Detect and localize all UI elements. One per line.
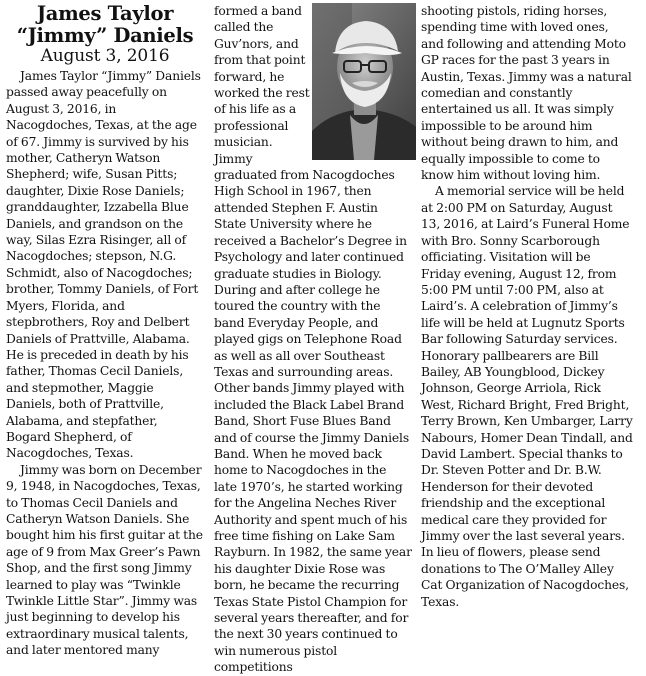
title-line-1: James Taylor bbox=[36, 2, 174, 25]
obituary-header bbox=[6, 3, 204, 66]
paragraph-career: formed a band called the Guv’nors, and from that point forward, he worked the rest of his life as a professional musician. Jimmy graduated from Nacogdoches High School in 1967, then attended Stephen F. Austin State University where he received a Bachelor’s Degree in Psychology and later continued graduate studies in Biology. During and after college he toured the country with the band Everyday People, and played gigs on Telephone Road as well as all over Southeast Texas and surrounding areas. Other bands Jimmy played with included the Black Label Brand Band, Short Fuse Blues Band and of course the Jimmy Daniels Band. When he moved back home to Nacogdoches in the late 1970’s, he started working for the Angelina Neches River Authority and spent much of his free time fishing on Lake Sam Rayburn. In 1982, the same year his daughter Dixie Rose was born, he became the recurring Texas State Pistol Champion for several years thereafter, and for the next 30 years continued to win numerous pistol competitions bbox=[214, 4, 412, 675]
column-3 bbox=[421, 3, 633, 610]
column-1 bbox=[6, 3, 204, 659]
portrait-photo-icon bbox=[312, 3, 416, 160]
paragraph-survivors: James Taylor “Jimmy” Daniels passed away peacefully on August 3, 2016, in Nacogdoches, Texas, at the age of 67. Jimmy is survived by his mother, Catheryn Watson Shepherd; wife, Susan Pitts; daughter, Dixie Rose Daniels; granddaughter, Izzabella Blue Daniels, and grandson on the way, Silas Ezra Risinger, all of Nacogdoches; stepson, N.G. Schmidt, also of Nacogdoches; brother, Tommy Daniels, of Fort Myers, Florida, and stepbrothers, Roy and Delbert Daniels of Prattville, Alabama. He is preceded in death by his father, Thomas Cecil Daniels, and stepmother, Maggie Daniels, both of Prattville, Alabama, and stepfather, Bogard Shepherd, of Nacogdoches, Texas. bbox=[6, 69, 201, 461]
column-2 bbox=[214, 3, 412, 676]
paragraph-hobbies: shooting pistols, riding horses, spending time with loved ones, and following and attending Moto GP races for the past 3 years in Austin, Texas. Jimmy was a natural comedian and constantly entertained us all. It was simply impossible to be around him without being drawn to him, and equally impossible to come to know him without loving him. bbox=[421, 4, 632, 183]
obituary-date: August 3, 2016 bbox=[40, 46, 170, 66]
paragraph-early-life: Jimmy was born on December 9, 1948, in Nacogdoches, Texas, to Thomas Cecil Daniels and Catheryn Watson Daniels. She bought him his first guitar at the age of 9 from Max Greer’s Pawn Shop, and the first song Jimmy learned to play was “Twinkle Twinkle Little Star”. Jimmy was just beginning to develop his extraordinary musical talents, and later mentored many bbox=[6, 462, 203, 658]
title-line-2: “Jimmy” Daniels bbox=[16, 24, 194, 47]
paragraph-services: A memorial service will be held at 2:00 PM on Saturday, August 13, 2016, at Laird’s Funeral Home with Bro. Sonny Scarborough officiating. Visitation will be Friday evening, August 12, from 5:00 PM until 7:00 PM, also at Laird’s. A celebration of Jimmy’s life will be held at Lugnutz Sports Bar following Saturday services. Honorary pallbearers are Bill Bailey, AB Youngblood, Dickey Johnson, George Arriola, Rick West, Richard Bright, Fred Bright, Terry Brown, Ken Umbarger, Larry Nabours, Homer Dean Tindall, and David Lambert. Special thanks to Dr. Steven Potter and Dr. B.W. Henderson for their devoted friendship and the exceptional medical care they provided for Jimmy over the last several years. In lieu of flowers, please send donations to The O’Malley Alley Cat Organization of Nacogdoches, Texas. bbox=[421, 184, 633, 609]
